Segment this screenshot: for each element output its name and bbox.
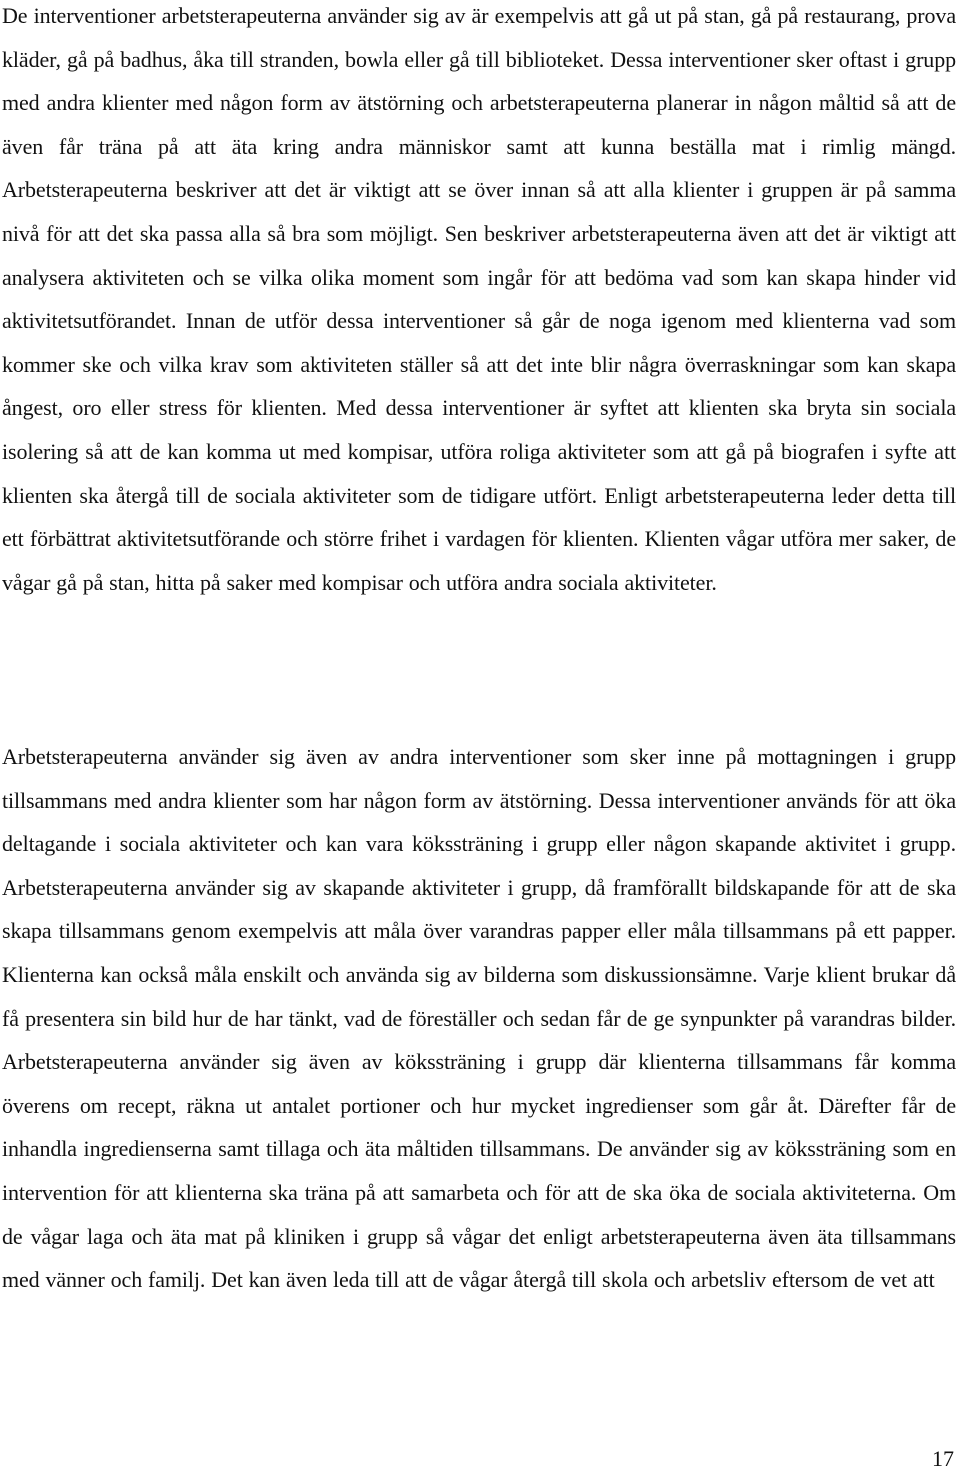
page-number: 17 <box>932 1446 954 1471</box>
body-paragraph: De interventioner arbetsterapeuterna använder sig av är exempelvis att gå ut på stan, gå på restaurang, prova kläder, gå på badhus, åka till stranden, bowla eller gå till biblioteket. Dessa interventioner sker oftast i grupp med andra klienter med någon form av ätstörning och arbetsterapeuterna planerar in någon måltid så att de även får träna på att äta kring andra människor samt att kunna beställa mat i rimlig mängd. Arbetsterapeuterna beskriver att det är viktigt att se över innan så att alla klienter i gruppen är på samma nivå för att det ska passa alla så bra som möjligt. Sen beskriver arbetsterapeuterna även att det är viktigt att analysera aktiviteten och se vilka olika moment som ingår för att bedöma vad som kan skapa hinder vid aktivitetsutförandet. Innan de utför dessa interventioner så går de noga igenom med klienterna vad som kommer ske och vilka krav som aktiviteten ställer så att det inte blir några överraskningar som kan skapa ångest, oro eller stress för klienten. Med dessa interventioner är syftet att klienten ska bryta sin sociala isolering så att de kan komma ut med kompisar, utföra roliga aktiviteter som att gå på biografen i syfte att klienten ska återgå till de sociala aktiviteter som de tidigare utfört. Enligt arbetsterapeuterna leder detta till ett förbättrat aktivitetsutförande och större frihet i vardagen för klienten. Klienten vågar utföra mer saker, de vågar gå på stan, hitta på saker med kompisar och utföra andra sociala aktiviteter. <box>2 3 956 595</box>
body-paragraph: Arbetsterapeuterna använder sig även av andra interventioner som sker inne på mottagningen i grupp tillsammans med andra klienter som har någon form av ätstörning. Dessa interventioner används för att öka deltagande i sociala aktiviteter och kan vara kökssträning i grupp eller någon skapande aktivitet i grupp. Arbetsterapeuterna använder sig av skapande aktiviteter i grupp, då framförallt bildskapande för att de ska skapa tillsammans genom exempelvis att måla över varandras papper eller måla tillsammans på ett papper. Klienterna kan också måla enskilt och använda sig av bilderna som diskussionsämne. Varje klient brukar då få presentera sin bild hur de har tänkt, vad de föreställer och sedan får de ge synpunkter på varandras bilder. Arbetsterapeuterna använder sig även av kökssträning i grupp där klienterna tillsammans får komma överens om recept, räkna ut antalet portioner och hur mycket ingredienser som går åt. Därefter får de inhandla ingredienserna samt tillaga och äta måltiden tillsammans. De använder sig av kökssträning som en intervention för att klienterna ska träna på att samarbeta och för att de ska öka de sociala aktiviteterna. Om de vågar laga och äta mat på kliniken i grupp så vågar det enligt arbetsterapeuterna även äta tillsammans med vänner och familj. Det kan även leda till att de vågar återgå till skola och arbetsliv eftersom de vet att <box>2 744 956 1293</box>
